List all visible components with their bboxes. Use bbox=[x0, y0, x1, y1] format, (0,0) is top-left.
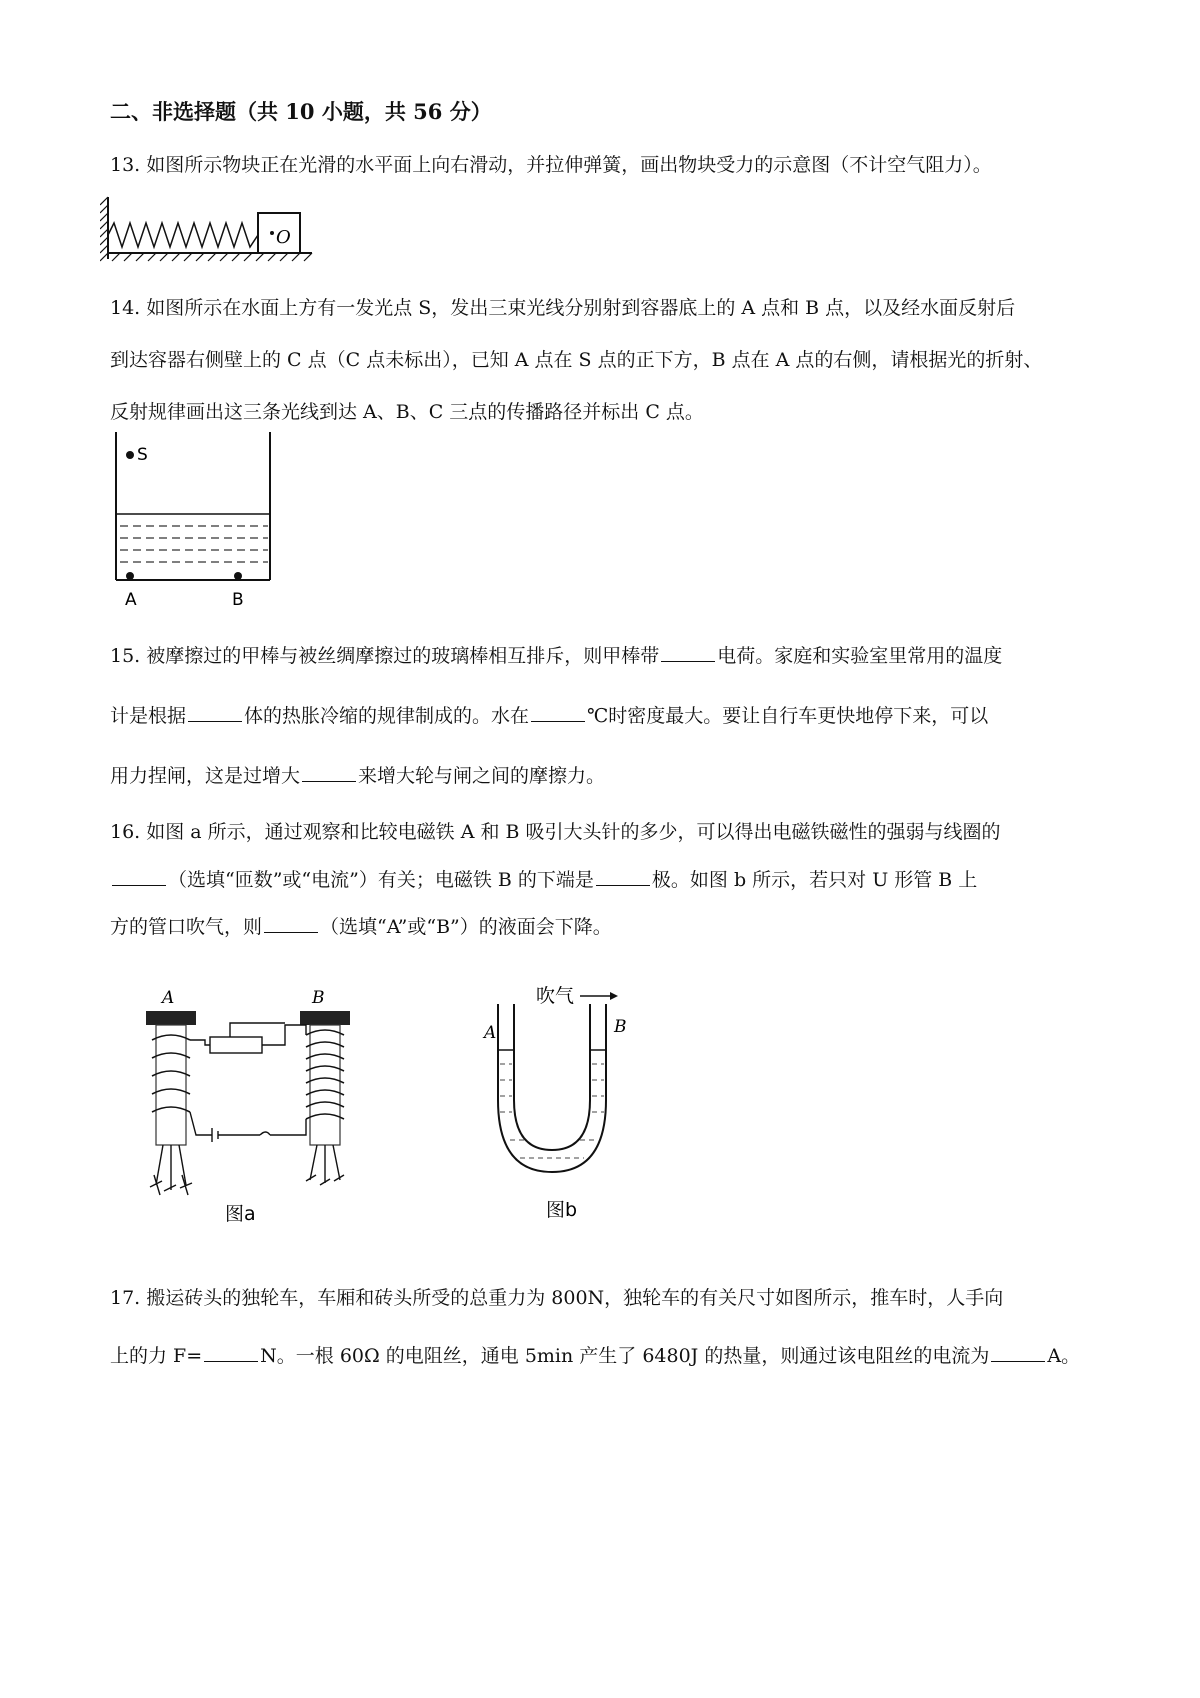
q15-line3 bbox=[110, 761, 605, 788]
q15-text-3a: 用力捏闸，这是过增大 bbox=[110, 765, 301, 787]
fig-b-label-b: B bbox=[614, 1017, 627, 1037]
q16-text-3a: 方的管口吹气，则 bbox=[110, 916, 263, 938]
q16-line1: 16. 如图 a 所示，通过观察和比较电磁铁 A 和 B 吸引大头针的多少，可以得出电磁铁磁性的强弱与线圈的 bbox=[110, 821, 1001, 843]
q15-text-1a: 15. 被摩擦过的甲棒与被丝绸摩擦过的玻璃棒相互排斥，则甲棒带 bbox=[110, 645, 660, 667]
answer-blank[interactable] bbox=[531, 703, 585, 722]
answer-blank[interactable] bbox=[264, 914, 318, 933]
q14-line2: 到达容器右侧壁上的 C 点（C 点未标出），已知 A 点在 S 点的正下方，B 点在 A 点的右侧，请根据光的折射、 bbox=[110, 349, 1043, 371]
q15-text-2c: ℃时密度最大。要让自行车更快地停下来，可以 bbox=[587, 705, 989, 727]
q14-line3: 反射规律画出这三条光线到达 A、B、C 三点的传播路径并标出 C 点。 bbox=[110, 401, 704, 423]
q15-line2 bbox=[110, 701, 988, 728]
fig-a-caption: 图a bbox=[225, 1203, 256, 1225]
fig-a-label-a: A bbox=[162, 988, 175, 1008]
q13-spring-figure bbox=[100, 195, 320, 270]
q16-figure-b bbox=[480, 980, 650, 1225]
q14-label-b: B bbox=[232, 590, 244, 610]
q17-line1: 17. 搬运砖头的独轮车，车厢和砖头所受的总重力为 800N，独轮车的有关尺寸如图所示，推车时，人手向 bbox=[110, 1287, 1004, 1309]
q14-label-a: A bbox=[125, 590, 137, 610]
q15-text-3b: 来增大轮与闸之间的摩擦力。 bbox=[358, 765, 606, 787]
q16-text-2a: （选填“匝数”或“电流”）有关；电磁铁 B 的下端是 bbox=[168, 869, 594, 891]
q17-text-2c: A。 bbox=[1047, 1345, 1081, 1367]
q17-text-2b: N。一根 60Ω 的电阻丝，通电 5min 产生了 6480J 的热量，则通过该电阻丝的电流为 bbox=[260, 1345, 990, 1367]
q15-text-2a: 计是根据 bbox=[110, 705, 187, 727]
q16-text-2b: 极。如图 b 所示，若只对 U 形管 B 上 bbox=[651, 869, 978, 891]
fig-b-label-a: A bbox=[484, 1023, 497, 1043]
q16-figure-a bbox=[130, 985, 390, 1225]
q15-line1 bbox=[110, 641, 1002, 668]
q15-text-1b: 电荷。家庭和实验室里常用的温度 bbox=[717, 645, 1003, 667]
fig-b-caption: 图b bbox=[546, 1199, 578, 1221]
fig-a-label-b: B bbox=[312, 988, 325, 1008]
q16-text-3b: （选填“A”或“B”）的液面会下降。 bbox=[320, 916, 612, 938]
q13-label-o: O bbox=[276, 227, 291, 248]
q14-label-s: S bbox=[137, 445, 148, 465]
answer-blank[interactable] bbox=[112, 867, 166, 886]
q15-text-2b: 体的热胀冷缩的规律制成的。水在 bbox=[244, 705, 530, 727]
answer-blank[interactable] bbox=[661, 643, 715, 662]
section-heading: 二、非选择题（共 10 小题，共 56 分） bbox=[110, 99, 492, 124]
answer-blank[interactable] bbox=[596, 867, 650, 886]
q17-text-2a: 上的力 F= bbox=[110, 1345, 203, 1367]
q16-line2 bbox=[110, 865, 977, 892]
fig-b-blow-label: 吹气 bbox=[536, 985, 575, 1007]
q17-line2 bbox=[110, 1341, 1080, 1368]
q14-line1: 14. 如图所示在水面上方有一发光点 S，发出三束光线分别射到容器底上的 A 点和 B 点，以及经水面反射后 bbox=[110, 297, 1016, 319]
q13-text: 13. 如图所示物块正在光滑的水平面上向右滑动，并拉伸弹簧，画出物块受力的示意图（不计空气阻力）。 bbox=[110, 154, 992, 176]
q16-line3 bbox=[110, 912, 612, 939]
answer-blank[interactable] bbox=[204, 1343, 258, 1362]
answer-blank[interactable] bbox=[302, 763, 356, 782]
answer-blank[interactable] bbox=[188, 703, 242, 722]
answer-blank[interactable] bbox=[991, 1343, 1045, 1362]
q14-container-figure bbox=[108, 430, 283, 615]
